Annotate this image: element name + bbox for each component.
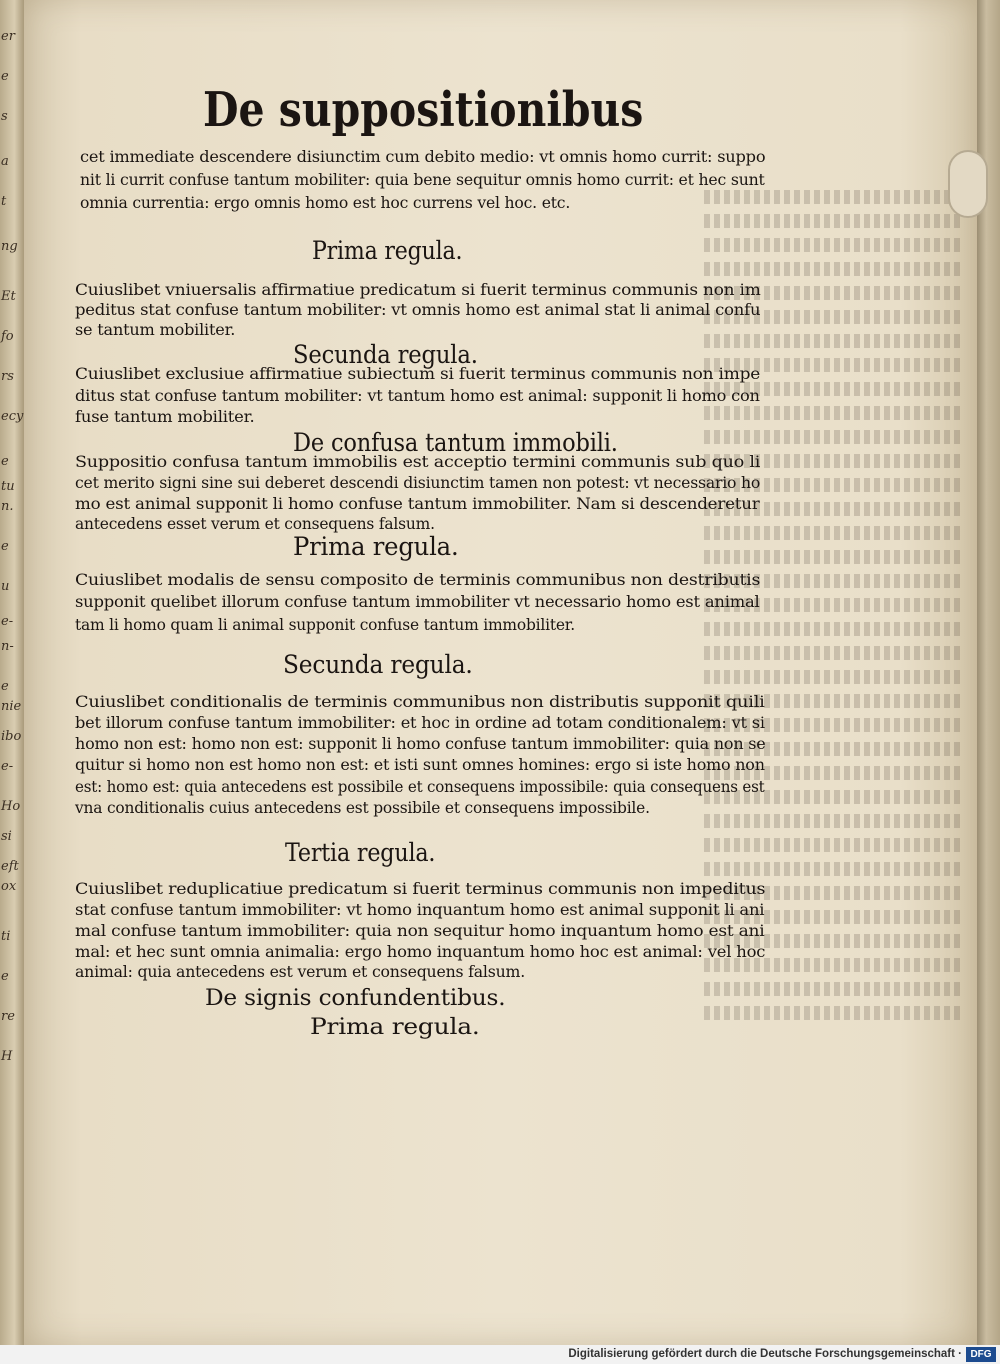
section-heading: Tertia regula. <box>285 838 436 867</box>
left-page-fragment: e <box>1 539 9 554</box>
text-line: se tantum mobiliter. <box>75 321 236 339</box>
footer-bar <box>0 1345 1000 1364</box>
section-heading: Prima regula. <box>312 236 463 265</box>
left-page-fragment: ibo <box>1 729 22 744</box>
text-line: Cuiuslibet conditionalis de terminis communibus non distributis supponit quili <box>75 693 765 711</box>
left-page-fragment: er <box>1 29 15 44</box>
left-page-fragment: e <box>1 969 9 984</box>
left-page-fragment: ng <box>1 239 18 254</box>
left-page-fragment: e <box>1 679 9 694</box>
left-page-fragment: H <box>1 1049 13 1064</box>
section-heading: De signis confundentibus. <box>205 986 506 1011</box>
left-page-fragment: e <box>1 69 9 84</box>
text-line: Suppositio confusa tantum immobilis est acceptio termini communis sub quo li <box>75 453 761 471</box>
text-line: bet illorum confuse tantum immobiliter: et hoc in ordine ad totam conditionalem: vt si <box>75 714 765 732</box>
left-page-fragment: si <box>1 829 12 844</box>
left-page-fragment: tu <box>1 479 15 494</box>
section-heading: Prima regula. <box>310 1015 480 1040</box>
left-page-fragment: nie <box>1 699 22 714</box>
dfg-logo-icon: DFG <box>966 1347 996 1362</box>
left-page-fragment: Et <box>1 289 16 304</box>
text-line: ditus stat confuse tantum mobiliter: vt tantum homo est animal: supponit li homo con <box>75 387 760 405</box>
text-line: omnia currentia: ergo omnis homo est hoc currens vel hoc. etc. <box>80 194 571 212</box>
section-heading: Secunda regula. <box>283 650 473 679</box>
text-line: nit li currit confuse tantum mobiliter: quia bene sequitur omnis homo currit: et hec sunt <box>80 171 765 189</box>
left-page-fragment: t <box>1 194 7 209</box>
text-line: mal confuse tantum immobiliter: quia non sequitur homo inquantum homo est ani <box>75 922 765 940</box>
text-line: quitur si homo non est homo non est: et isti sunt omnes homines: ergo si iste homo non <box>75 756 765 774</box>
text-line: animal: quia antecedens est verum et consequens falsum. <box>75 963 526 981</box>
left-page-fragment: rs <box>1 369 14 384</box>
text-line: Cuiuslibet exclusiue affirmatiue subiectum si fuerit terminus communis non impe <box>75 365 761 383</box>
text-line: fuse tantum mobiliter. <box>75 408 255 426</box>
text-line: mal: et hec sunt omnia animalia: ergo homo inquantum homo hoc est animal: vel hoc <box>75 943 766 961</box>
left-page-fragment: e <box>1 454 9 469</box>
left-page-fragment: n. <box>1 499 14 514</box>
left-page-fragment: eft <box>1 859 19 874</box>
text-line: peditus stat confuse tantum mobiliter: vt omnis homo est animal stat li animal confu <box>75 301 761 319</box>
left-page-fragment: Ho <box>1 799 21 814</box>
left-page-fragment: n- <box>1 639 14 654</box>
text-line: homo non est: homo non est: supponit li homo confuse tantum immobiliter: quia non se <box>75 735 766 753</box>
text-line: cet merito signi sine sui deberet descendi disiunctim tamen non potest: vt necessario ho <box>75 474 761 492</box>
text-line: antecedens esset verum et consequens falsum. <box>75 515 435 533</box>
text-line: stat confuse tantum immobiliter: vt homo inquantum homo est animal supponit li ani <box>75 901 765 919</box>
text-line: est: homo est: quia antecedens est possibile et consequens impossibile: quia consequens est <box>75 778 765 796</box>
text-line: supponit quelibet illorum confuse tantum immobiliter vt necessario homo est animal <box>75 593 760 611</box>
left-page-fragment: ecy <box>1 409 24 424</box>
text-line: cet immediate descendere disiunctim cum debito medio: vt omnis homo currit: suppo <box>80 148 766 166</box>
left-page-fragment: e- <box>1 759 14 774</box>
text-line: Cuiuslibet vniuersalis affirmatiue predicatum si fuerit terminus communis non im <box>75 281 761 299</box>
section-heading: De confusa tantum immobili. <box>293 428 618 457</box>
text-line: vna conditionalis cuius antecedens est possibile et consequens impossibile. <box>75 799 650 817</box>
left-page-fragment: ox <box>1 879 17 894</box>
left-page-fragment: ti <box>1 929 11 944</box>
section-heading: Secunda regula. <box>293 340 478 369</box>
text-line: Cuiuslibet reduplicatiue predicatum si fuerit terminus communis non impeditus <box>75 880 766 898</box>
left-page-fragment: u <box>1 579 10 594</box>
footer-credit: Digitalisierung gefördert durch die Deutsche Forschungsgemeinschaft · <box>568 1348 962 1360</box>
text-line: tam li homo quam li animal supponit confuse tantum immobiliter. <box>75 616 576 634</box>
text-line: Cuiuslibet modalis de sensu composito de terminis communibus non destributis <box>75 571 761 589</box>
left-page-fragment: re <box>1 1009 15 1024</box>
page-title: De suppositionibus <box>203 82 644 138</box>
left-page-fragment: e- <box>1 614 14 629</box>
text-line: mo est animal supponit li homo confuse tantum immobiliter. Nam si descenderetur <box>75 495 760 513</box>
left-page-fragment: s <box>1 109 8 124</box>
section-heading: Prima regula. <box>293 532 459 561</box>
left-page-fragment: a <box>1 154 9 169</box>
left-page-fragment: fo <box>1 329 14 344</box>
